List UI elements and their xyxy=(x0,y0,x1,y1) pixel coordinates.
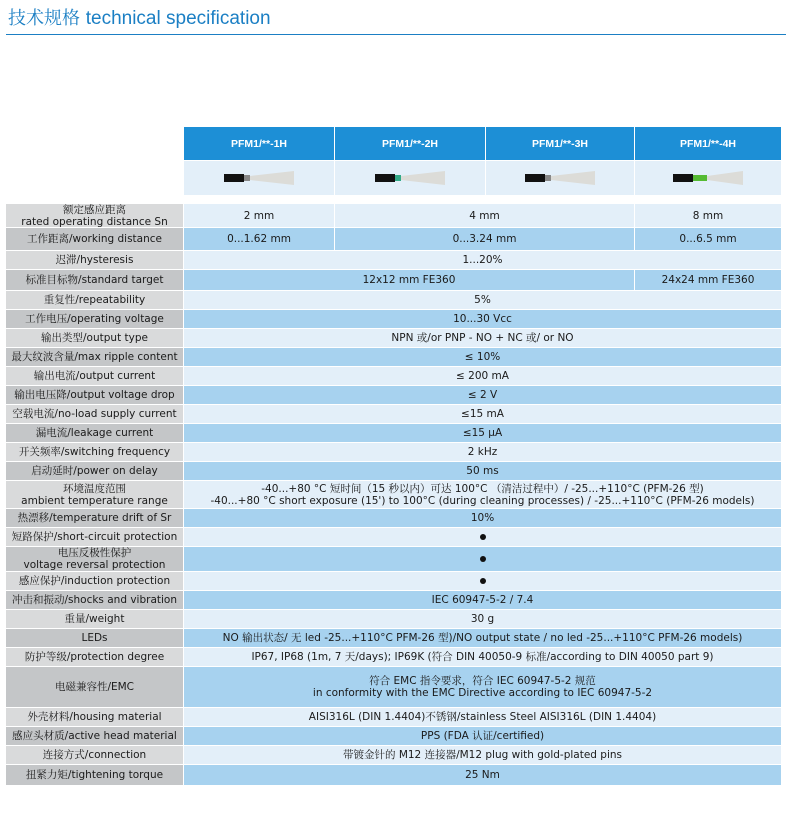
spec-label: 连接方式/connection xyxy=(6,746,183,764)
spec-value: ≤15 mA xyxy=(184,405,781,423)
spec-row xyxy=(6,481,782,508)
spec-value: 25 Nm xyxy=(184,765,781,785)
spec-value: NO 输出状态/ 无 led -25...+110°C PFM-26 型)/NO output state / no led -25...+110°C PFM-26 models) xyxy=(184,629,781,647)
spec-value: IP67, IP68 (1m, 7 天/days); IP69K (符合 DIN 40050-9 标准/according to DIN 40050 part 9) xyxy=(184,648,781,666)
model-header: PFM1/**-2H xyxy=(335,127,485,160)
spec-row xyxy=(6,443,782,461)
spec-label: 最大纹波含量/max ripple content xyxy=(6,348,183,366)
spec-label: 防护等级/protection degree xyxy=(6,648,183,666)
spec-label: 输出电流/output current xyxy=(6,367,183,385)
spec-row xyxy=(6,765,782,785)
spec-value: 10...30 Vcc xyxy=(184,310,781,328)
spec-label: 短路保护/short-circuit protection xyxy=(6,528,183,546)
spec-value: 30 g xyxy=(184,610,781,628)
spec-label: 漏电流/leakage current xyxy=(6,424,183,442)
spec-label: 扭紧力矩/tightening torque xyxy=(6,765,183,785)
spec-value xyxy=(184,547,781,571)
title-en: technical specification xyxy=(85,8,271,29)
spec-row xyxy=(6,528,782,546)
spec-row xyxy=(6,367,782,385)
spec-row xyxy=(6,329,782,347)
spec-value: 0...3.24 mm xyxy=(335,228,634,250)
spec-label: 额定感应距离 rated operating distance Sn xyxy=(6,204,183,227)
spec-value: 2 kHz xyxy=(184,443,781,461)
spec-value: 1...20% xyxy=(184,251,781,269)
spec-row xyxy=(6,708,782,726)
spec-value: -40...+80 °C 短时间（15 秒以内）可达 100°C （清洁过程中）/ -25...+110°C (PFM-26 型) -40...+80 °C short exposure (15') to 100°C (during cleaning processes) / -25...+110°C (PFM-26 models) xyxy=(184,481,781,508)
title-cn: 技术规格 xyxy=(8,8,80,29)
spec-row xyxy=(6,667,782,707)
title-underline xyxy=(6,34,786,35)
sensor-image xyxy=(486,161,634,195)
spec-row xyxy=(6,251,782,269)
spec-value: 50 ms xyxy=(184,462,781,480)
spec-row xyxy=(6,291,782,309)
spec-value xyxy=(184,572,781,590)
spec-label: 环境温度范围 ambient temperature range xyxy=(6,481,183,508)
spec-label: 感应保护/induction protection xyxy=(6,572,183,590)
spec-row xyxy=(6,746,782,764)
spec-label: 重复性/repeatability xyxy=(6,291,183,309)
model-header: PFM1/**-3H xyxy=(486,127,634,160)
spec-value: ≤ 2 V xyxy=(184,386,781,404)
spec-value: ≤ 200 mA xyxy=(184,367,781,385)
spec-row xyxy=(6,610,782,628)
spec-value: 24x24 mm FE360 xyxy=(635,270,781,290)
spec-label: 开关频率/switching frequency xyxy=(6,443,183,461)
spec-label: 热漂移/temperature drift of Sr xyxy=(6,509,183,527)
spec-row xyxy=(6,547,782,571)
spec-label: 空载电流/no-load supply current xyxy=(6,405,183,423)
spec-value: ≤ 10% xyxy=(184,348,781,366)
spec-value: ≤15 µA xyxy=(184,424,781,442)
spec-label: 感应头材质/active head material xyxy=(6,727,183,745)
spec-label: 工作距离/working distance xyxy=(6,228,183,250)
bullet-dot-icon xyxy=(480,556,486,562)
spec-row xyxy=(6,405,782,423)
spec-row xyxy=(6,629,782,647)
spec-value: 0...6.5 mm xyxy=(635,228,781,250)
sensor-image xyxy=(335,161,485,195)
spec-label: 迟滞/hysteresis xyxy=(6,251,183,269)
spec-row xyxy=(6,270,782,290)
spec-value: 4 mm xyxy=(335,204,634,227)
spec-row xyxy=(6,386,782,404)
spec-row xyxy=(6,424,782,442)
spec-label: 标准目标物/standard target xyxy=(6,270,183,290)
page-title xyxy=(8,4,271,30)
spec-row xyxy=(6,310,782,328)
spec-value: NPN 或/or PNP - NO + NC 或/ or NO xyxy=(184,329,781,347)
spec-label: 电压反极性保护 voltage reversal protection xyxy=(6,547,183,571)
model-header: PFM1/**-4H xyxy=(635,127,781,160)
spec-label: 电磁兼容性/EMC xyxy=(6,667,183,707)
spec-value xyxy=(184,528,781,546)
spec-value: 2 mm xyxy=(184,204,334,227)
spec-row xyxy=(6,462,782,480)
spec-row xyxy=(6,204,782,227)
spec-row xyxy=(6,348,782,366)
spec-label: 重量/weight xyxy=(6,610,183,628)
spec-label: 工作电压/operating voltage xyxy=(6,310,183,328)
spec-value: 带镀金针的 M12 连接器/M12 plug with gold-plated pins xyxy=(184,746,781,764)
spec-label: 启动延时/power on delay xyxy=(6,462,183,480)
spec-value: 符合 EMC 指令要求，符合 IEC 60947-5-2 规范 in conformity with the EMC Directive according to IEC 60947-5-2 xyxy=(184,667,781,707)
spec-value: 10% xyxy=(184,509,781,527)
spec-value: PPS (FDA 认证/certified) xyxy=(184,727,781,745)
spec-table xyxy=(6,127,782,786)
product-image-row xyxy=(6,161,782,195)
spec-row xyxy=(6,648,782,666)
spec-label: 输出电压降/output voltage drop xyxy=(6,386,183,404)
spec-row xyxy=(6,572,782,590)
spec-value: 5% xyxy=(184,291,781,309)
spec-value: 12x12 mm FE360 xyxy=(184,270,634,290)
spec-value: 0...1.62 mm xyxy=(184,228,334,250)
spec-row xyxy=(6,228,782,250)
spec-row xyxy=(6,727,782,745)
bullet-dot-icon xyxy=(480,578,486,584)
spec-row xyxy=(6,509,782,527)
model-header-row xyxy=(6,127,782,160)
sensor-image xyxy=(184,161,334,195)
spec-row xyxy=(6,591,782,609)
sensor-image xyxy=(635,161,781,195)
spec-label: LEDs xyxy=(6,629,183,647)
spec-label: 冲击和振动/shocks and vibration xyxy=(6,591,183,609)
model-header: PFM1/**-1H xyxy=(184,127,334,160)
spec-rows xyxy=(6,204,782,785)
spec-value: AISI316L (DIN 1.4404)不锈钢/stainless Steel AISI316L (DIN 1.4404) xyxy=(184,708,781,726)
spec-label: 输出类型/output type xyxy=(6,329,183,347)
spec-value: 8 mm xyxy=(635,204,781,227)
spec-value: IEC 60947-5-2 / 7.4 xyxy=(184,591,781,609)
spec-label: 外壳材料/housing material xyxy=(6,708,183,726)
bullet-dot-icon xyxy=(480,534,486,540)
